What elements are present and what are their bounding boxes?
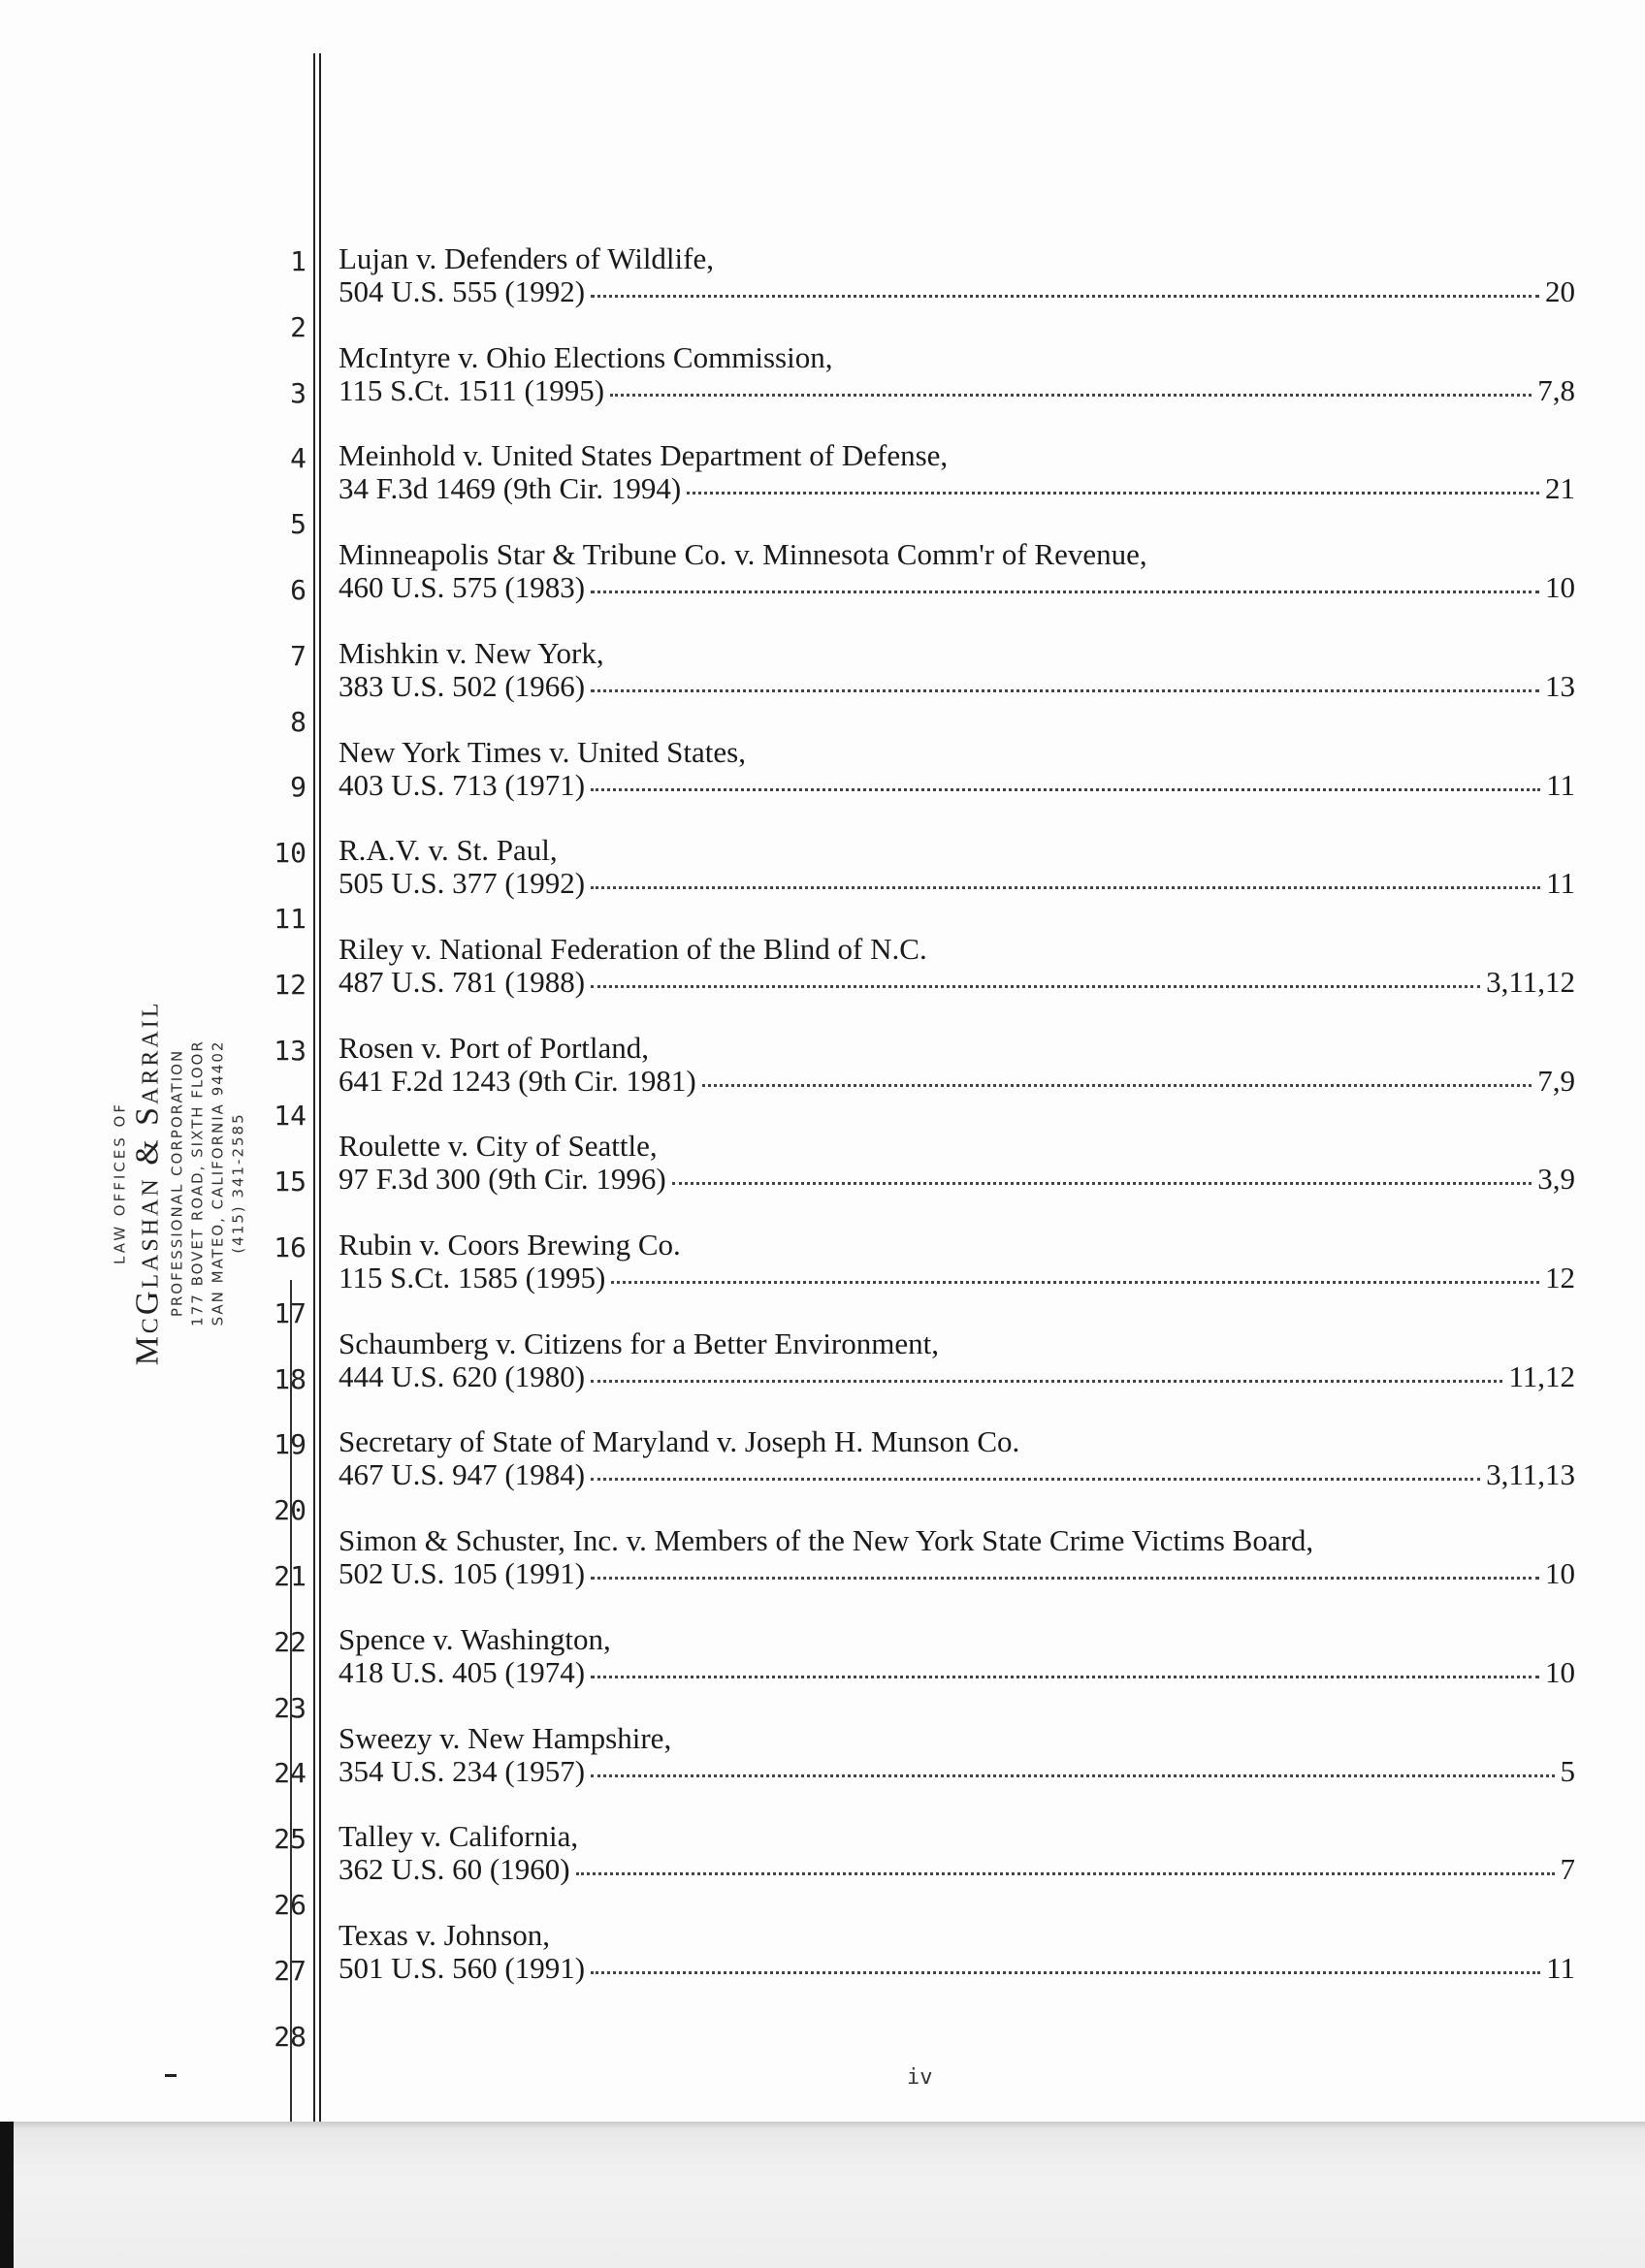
page-references: 12 xyxy=(1545,1261,1575,1294)
dot-leader xyxy=(591,590,1539,593)
citation-row xyxy=(339,1458,1575,1491)
citation-row xyxy=(339,1755,1575,1788)
toc-entry xyxy=(339,341,1575,407)
toc-entry xyxy=(339,242,1575,308)
page-references: 20 xyxy=(1545,274,1575,308)
line-number: 8 xyxy=(290,705,306,738)
dot-leader xyxy=(591,1379,1502,1383)
citation: 641 F.2d 1243 (9th Cir. 1981) xyxy=(339,1063,696,1098)
citation-row xyxy=(339,1262,1575,1294)
toc-entry xyxy=(339,637,1575,703)
citation: 383 U.S. 502 (1966) xyxy=(339,668,586,703)
dot-leader xyxy=(591,294,1539,298)
case-name: Spence v. Washington, xyxy=(339,1621,611,1656)
scan-background xyxy=(0,2122,1645,2268)
case-name: Lujan v. Defenders of Wildlife, xyxy=(339,241,714,275)
letterhead-line1: LAW OFFICES OF xyxy=(111,1102,129,1264)
page-references: 11 xyxy=(1546,1950,1575,1985)
dot-leader xyxy=(591,885,1540,889)
line-number: 25 xyxy=(274,1823,306,1856)
page-references: 11 xyxy=(1546,866,1575,901)
line-number: 18 xyxy=(274,1362,306,1395)
page-references: 7,9 xyxy=(1537,1063,1575,1098)
citation: 115 S.Ct. 1585 (1995) xyxy=(339,1261,606,1294)
page-references: 3,11,13 xyxy=(1486,1457,1575,1492)
toc-entry xyxy=(339,538,1575,604)
citation-row xyxy=(339,1360,1575,1393)
case-name: Rosen v. Port of Portland, xyxy=(339,1030,650,1065)
dot-leader xyxy=(611,1280,1539,1284)
citation-row xyxy=(339,571,1575,604)
line-number: 14 xyxy=(274,1100,306,1133)
page-references: 5 xyxy=(1560,1753,1575,1788)
toc-entry xyxy=(339,1425,1575,1491)
citation-row xyxy=(339,1065,1575,1098)
case-name: Rubin v. Coors Brewing Co. xyxy=(339,1228,681,1262)
toc-entry xyxy=(339,1919,1575,1985)
page-references: 7,8 xyxy=(1537,372,1575,407)
margin-mark xyxy=(165,2074,177,2077)
case-name: Roulette v. City of Seattle, xyxy=(339,1129,658,1164)
toc-entry xyxy=(339,1130,1575,1196)
margin-rule-right xyxy=(319,53,321,2122)
page-references: 13 xyxy=(1545,668,1575,703)
dot-leader xyxy=(591,1773,1554,1777)
case-name: Schaumberg v. Citizens for a Better Environment, xyxy=(339,1326,939,1360)
toc-entry xyxy=(339,933,1575,999)
dot-leader xyxy=(672,1181,1532,1185)
line-number: 28 xyxy=(274,2020,306,2053)
letterhead-line4: 177 BOVET ROAD, SIXTH FLOOR xyxy=(188,1039,207,1326)
citation: 34 F.3d 1469 (9th Cir. 1994) xyxy=(339,471,682,506)
dot-leader xyxy=(591,1970,1540,1974)
dot-leader xyxy=(591,1675,1539,1678)
case-name: Sweezy v. New Hampshire, xyxy=(339,1720,672,1755)
dot-leader xyxy=(591,1576,1539,1580)
line-number: 17 xyxy=(274,1296,306,1329)
case-name: Talley v. California, xyxy=(339,1819,579,1854)
line-number: 7 xyxy=(290,639,306,672)
line-number: 4 xyxy=(290,442,306,475)
toc-entry xyxy=(339,1623,1575,1689)
line-number: 20 xyxy=(274,1494,306,1527)
line-number: 3 xyxy=(290,376,306,409)
dot-leader xyxy=(591,688,1539,692)
citation-row xyxy=(339,966,1575,999)
toc-entry xyxy=(339,439,1575,505)
citation: 418 U.S. 405 (1974) xyxy=(339,1654,586,1689)
dot-leader xyxy=(591,1477,1480,1481)
citation: 362 U.S. 60 (1960) xyxy=(339,1852,570,1887)
citation: 502 U.S. 105 (1991) xyxy=(339,1556,586,1591)
line-number: 6 xyxy=(290,574,306,606)
citation: 487 U.S. 781 (1988) xyxy=(339,964,586,999)
page-references: 7 xyxy=(1560,1852,1575,1887)
toc-entry xyxy=(339,1524,1575,1590)
line-number: 19 xyxy=(274,1428,306,1461)
citation-row xyxy=(339,1952,1575,1985)
margin-rule-left xyxy=(313,53,315,2122)
line-number: 11 xyxy=(274,903,306,935)
case-name: Mishkin v. New York, xyxy=(339,635,604,670)
citation-row xyxy=(339,1557,1575,1590)
toc-entry xyxy=(339,834,1575,900)
citation: 444 U.S. 620 (1980) xyxy=(339,1358,586,1393)
line-number: 1 xyxy=(290,245,306,277)
letterhead-line5: SAN MATEO, CALIFORNIA 94402 xyxy=(209,1039,227,1326)
page-references: 21 xyxy=(1545,471,1575,506)
line-number: 12 xyxy=(274,968,306,1001)
citation-row xyxy=(339,374,1575,407)
page-references: 11,12 xyxy=(1508,1358,1575,1393)
letterhead-line6: (415) 341-2585 xyxy=(229,1112,247,1254)
citation: 467 U.S. 947 (1984) xyxy=(339,1457,586,1492)
line-number: 9 xyxy=(290,771,306,804)
citation-row xyxy=(339,867,1575,900)
dot-leader xyxy=(610,393,1532,397)
toc-entry xyxy=(339,1820,1575,1886)
citation: 504 U.S. 555 (1992) xyxy=(339,274,586,308)
citation: 97 F.3d 300 (9th Cir. 1996) xyxy=(339,1162,666,1197)
firm-name: McGlashan & Sarrail xyxy=(129,1000,166,1366)
line-number: 15 xyxy=(274,1166,306,1198)
dot-leader xyxy=(576,1871,1555,1875)
toc-entry xyxy=(339,1327,1575,1393)
toc-entry xyxy=(339,1229,1575,1294)
citation: 505 U.S. 377 (1992) xyxy=(339,866,586,901)
case-name: McIntyre v. Ohio Elections Commission, xyxy=(339,339,833,374)
toc-entry xyxy=(339,1032,1575,1098)
citation-row xyxy=(339,275,1575,308)
page-references: 10 xyxy=(1545,1654,1575,1689)
citation: 501 U.S. 560 (1991) xyxy=(339,1950,586,1985)
case-name: New York Times v. United States, xyxy=(339,734,746,769)
line-number: 5 xyxy=(290,508,306,541)
line-number: 27 xyxy=(274,1954,306,1987)
case-name: Simon & Schuster, Inc. v. Members of the New York State Crime Victims Board, xyxy=(339,1523,1314,1558)
dot-leader xyxy=(591,787,1540,791)
case-name: R.A.V. v. St. Paul, xyxy=(339,833,558,868)
page-references: 10 xyxy=(1545,1556,1575,1591)
citation-row xyxy=(339,472,1575,505)
page-references: 3,9 xyxy=(1537,1162,1575,1197)
page-references: 10 xyxy=(1545,570,1575,605)
citation: 460 U.S. 575 (1983) xyxy=(339,570,586,605)
citation-row xyxy=(339,670,1575,703)
letterhead-line3: PROFESSIONAL CORPORATION xyxy=(168,1048,186,1318)
line-number: 13 xyxy=(274,1034,306,1067)
line-number: 2 xyxy=(290,310,306,343)
case-name: Secretary of State of Maryland v. Joseph H. Munson Co. xyxy=(339,1424,1020,1459)
page-number: iv xyxy=(907,2065,933,2090)
line-number: 24 xyxy=(274,1757,306,1790)
citation: 115 S.Ct. 1511 (1995) xyxy=(339,372,605,407)
line-number: 26 xyxy=(274,1889,306,1921)
line-number: 10 xyxy=(274,837,306,870)
toc-entry xyxy=(339,1722,1575,1788)
line-number: 22 xyxy=(274,1625,306,1658)
citation: 354 U.S. 234 (1957) xyxy=(339,1753,586,1788)
line-number: 23 xyxy=(274,1691,306,1724)
toc-entry xyxy=(339,736,1575,802)
dot-leader xyxy=(591,984,1480,988)
case-name: Riley v. National Federation of the Blind of N.C. xyxy=(339,931,927,966)
page-references: 11 xyxy=(1546,767,1575,802)
line-number: 16 xyxy=(274,1231,306,1263)
citation-row xyxy=(339,1656,1575,1689)
case-name: Meinhold v. United States Department of Defense, xyxy=(339,438,949,473)
citation-row xyxy=(339,1853,1575,1886)
case-name: Texas v. Johnson, xyxy=(339,1917,550,1952)
case-name: Minneapolis Star & Tribune Co. v. Minnesota Comm'r of Revenue, xyxy=(339,537,1147,572)
citation: 403 U.S. 713 (1971) xyxy=(339,767,586,802)
scan-edge xyxy=(0,2122,14,2268)
dot-leader xyxy=(702,1083,1532,1087)
dot-leader xyxy=(687,491,1539,495)
page-references: 3,11,12 xyxy=(1486,964,1575,999)
citation-row xyxy=(339,769,1575,802)
citation-row xyxy=(339,1163,1575,1196)
line-number: 21 xyxy=(274,1560,306,1592)
